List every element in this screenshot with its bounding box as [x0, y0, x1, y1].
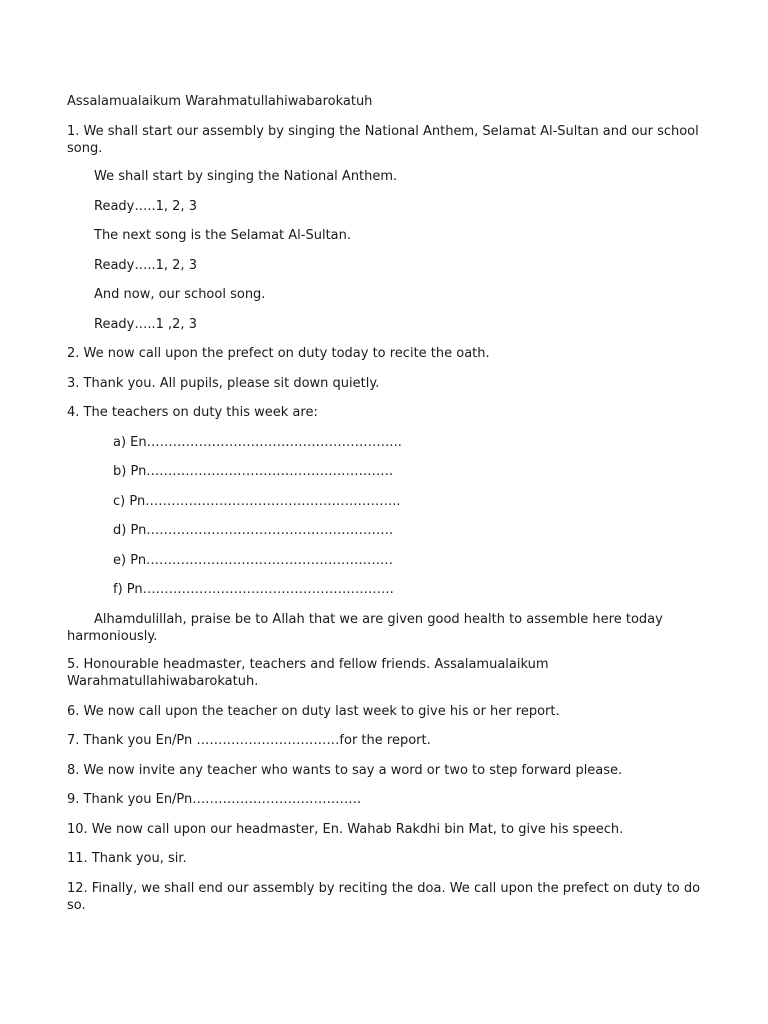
item-1: 1. We shall start our assembly by singing the National Anthem, Selamat Al-Sultan and our school song.: [67, 124, 699, 156]
item-9: 9. Thank you En/Pn…………………………………: [67, 792, 362, 807]
teacher-list-item: d) Pn…………………………………………………: [113, 523, 394, 538]
teacher-list-item: a) En…………………………………………………..: [113, 435, 402, 450]
greeting: Assalamualaikum Warahmatullahiwabarokatuh: [67, 94, 373, 109]
teacher-list-item: e) Pn…………………………………………………: [113, 553, 394, 568]
item-3: 3. Thank you. All pupils, please sit down quietly.: [67, 376, 380, 391]
teacher-list-item: c) Pn…………………………………………………..: [113, 494, 401, 509]
item-8: 8. We now invite any teacher who wants to say a word or two to step forward please.: [67, 763, 623, 778]
item-1-sub-1: We shall start by singing the National Anthem.: [94, 169, 398, 184]
item-4: 4. The teachers on duty this week are:: [67, 405, 318, 420]
item-1-sub-4: Ready…..1, 2, 3: [94, 258, 197, 273]
item-6: 6. We now call upon the teacher on duty last week to give his or her report.: [67, 704, 560, 719]
item-12: 12. Finally, we shall end our assembly by reciting the doa. We call upon the prefect on duty to do so.: [67, 881, 701, 913]
item-10: 10. We now call upon our headmaster, En. Wahab Rakdhi bin Mat, to give his speech.: [67, 822, 624, 837]
item-7: 7. Thank you En/Pn ……………………………for the report.: [67, 733, 431, 748]
item-2: 2. We now call upon the prefect on duty today to recite the oath.: [67, 346, 490, 361]
teacher-list-item: f) Pn………………………………………………….: [113, 582, 394, 597]
item-1-sub-6: Ready…..1 ,2, 3: [94, 317, 197, 332]
item-1-sub-5: And now, our school song.: [94, 287, 266, 302]
item-5: 5. Honourable headmaster, teachers and fellow friends. Assalamualaikum Warahmatullahiwabarokatuh.: [67, 657, 549, 689]
alhamdulillah-paragraph: Alhamdulillah, praise be to Allah that we are given good health to assemble here today harmoniously.: [67, 612, 663, 644]
item-1-sub-2: Ready…..1, 2, 3: [94, 199, 197, 214]
item-1-sub-3: The next song is the Selamat Al-Sultan.: [94, 228, 351, 243]
item-11: 11. Thank you, sir.: [67, 851, 187, 866]
teacher-list-item: b) Pn…………………………………………………: [113, 464, 394, 479]
